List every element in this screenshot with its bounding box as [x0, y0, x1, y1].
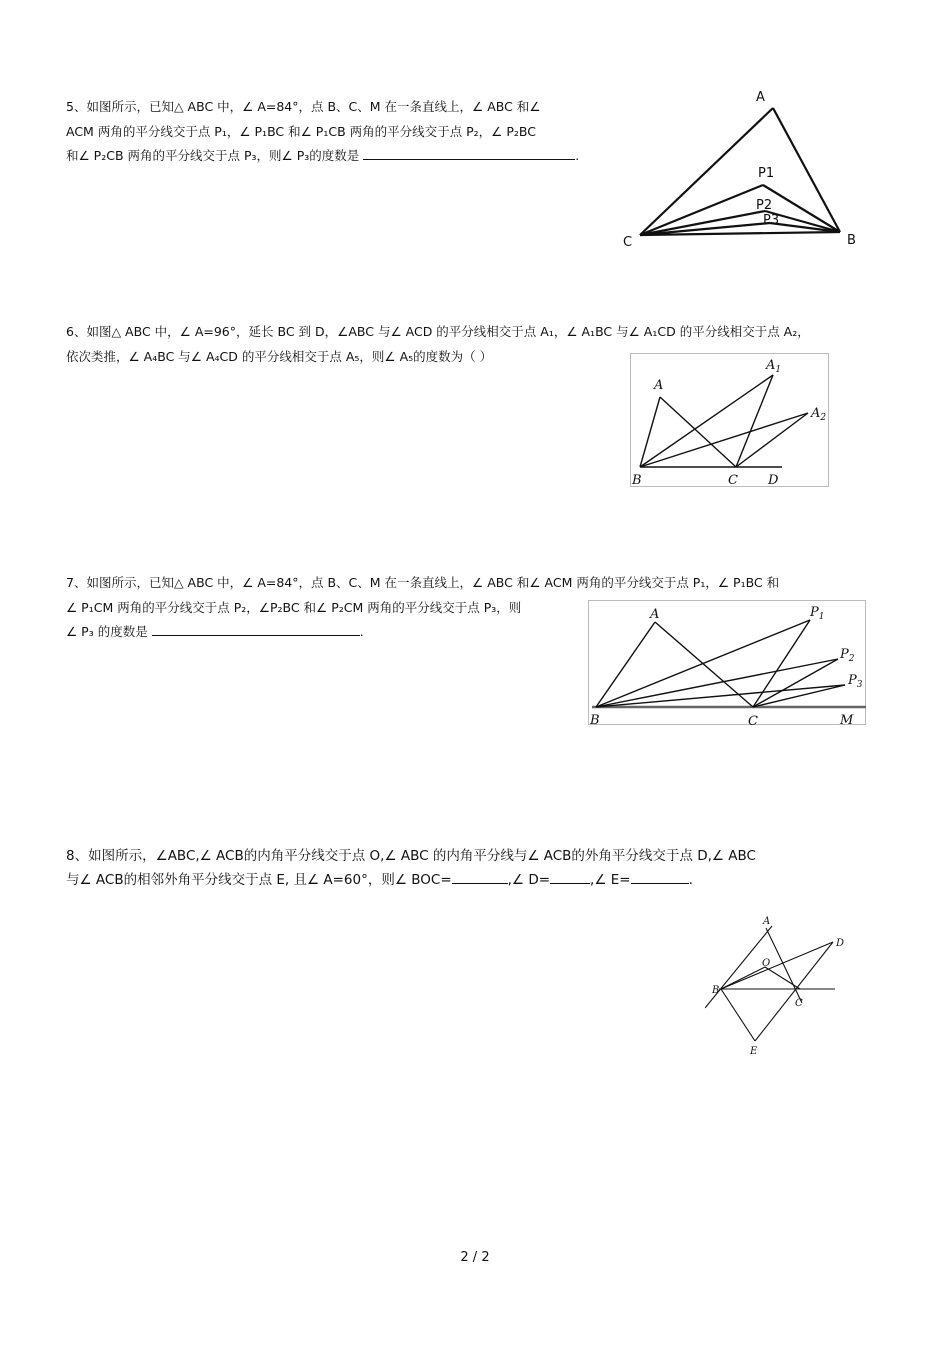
q5-line-3: 和∠ P₂CB 两角的平分线交于点 P₃，则∠ P₃的度数是 . — [66, 144, 579, 169]
q5-label-p1: P1 — [758, 166, 775, 181]
q8-e-blank[interactable] — [631, 869, 689, 884]
page-number: 2 / 2 — [460, 1250, 490, 1265]
q5-label-c: C — [623, 235, 633, 250]
q7-label-c: C — [748, 714, 758, 729]
q5-label-p3: P3 — [763, 213, 780, 228]
q5-side-ca — [640, 108, 773, 235]
q8-figure — [705, 912, 865, 1062]
q8-line-2: 与∠ ACB的相邻外角平分线交于点 E, 且∠ A=60°，则∠ BOC= ,∠ D= ,∠ E= . — [66, 868, 756, 892]
q5-label-a: A — [756, 90, 765, 105]
q6-label-a1: $A_1$ — [766, 358, 782, 375]
q6-label-a: A — [654, 378, 664, 393]
q5-line-2: ACM 两角的平分线交于点 P₁，∠ P₁BC 和∠ P₁CB 两角的平分线交于点 P₂，∠ P₂BC — [66, 123, 536, 139]
q6-line-1: 6、如图△ ABC 中，∠ A=96°，延长 BC 到 D，∠ABC 与∠ ACD 的平分线相交于点 A₁，∠ A₁BC 与∠ A₁CD 的平分线相交于点 A₂， — [66, 324, 810, 339]
q6-label-b: B — [632, 473, 642, 488]
q8-line-1: 8、如图所示，∠ABC,∠ ACB的内角平分线交于点 O,∠ ABC 的内角平分线与∠ ACB的外角平分线交于点 D,∠ ABC — [66, 848, 756, 864]
q7-label-p1: $P_1$ — [810, 605, 825, 622]
q7-answer-blank[interactable] — [152, 621, 360, 636]
q6-figure — [630, 353, 830, 488]
q7-label-a: A — [650, 607, 660, 622]
q7-figure — [588, 600, 868, 732]
q6-line-2: 依次类推，∠ A₄BC 与∠ A₄CD 的平分线相交于点 A₅，则∠ A₅的度数为（ ） — [66, 348, 493, 364]
q5-figure — [615, 85, 875, 265]
q5-answer-blank[interactable] — [363, 145, 575, 160]
q5-label-p2: P2 — [756, 198, 773, 213]
q5-side-ab — [773, 108, 840, 232]
q7-label-p3: $P_3$ — [848, 673, 863, 690]
q8-label-d: D — [836, 938, 845, 949]
q8-label-e: E — [750, 1046, 758, 1057]
q6-label-c: C — [728, 473, 738, 488]
q5-line-1: 5、如图所示，已知△ ABC 中，∠ A=84°，点 B、C、M 在一条直线上，∠ ABC 和∠ — [66, 99, 541, 114]
q7-line-2: ∠ P₁CM 两角的平分线交于点 P₂，∠P₂BC 和∠ P₂CM 两角的平分线交于点 P₃，则 — [66, 599, 522, 615]
question-8 — [66, 844, 756, 892]
q6-label-d: D — [768, 473, 779, 488]
q7-line-1: 7、如图所示，已知△ ABC 中，∠ A=84°，点 B、C、M 在一条直线上，∠ ABC 和∠ ACM 两角的平分线交于点 P₁，∠ P₁BC 和 — [66, 575, 780, 590]
q8-label-b: B — [712, 985, 720, 996]
q7-label-b: B — [590, 713, 600, 728]
q8-label-o: O — [762, 958, 771, 969]
q7-label-m: M — [840, 713, 854, 728]
q6-label-a2: $A_2$ — [811, 406, 827, 423]
q8-label-a: A — [763, 916, 771, 927]
q8-boc-blank[interactable] — [452, 869, 508, 884]
q8-d-blank[interactable] — [550, 869, 590, 884]
q5-label-b: B — [847, 233, 856, 248]
question-5 — [66, 95, 579, 169]
q7-label-p2: $P_2$ — [840, 647, 855, 664]
q8-label-c: C — [795, 998, 803, 1009]
q7-line-3: ∠ P₃ 的度数是 . — [66, 620, 779, 645]
